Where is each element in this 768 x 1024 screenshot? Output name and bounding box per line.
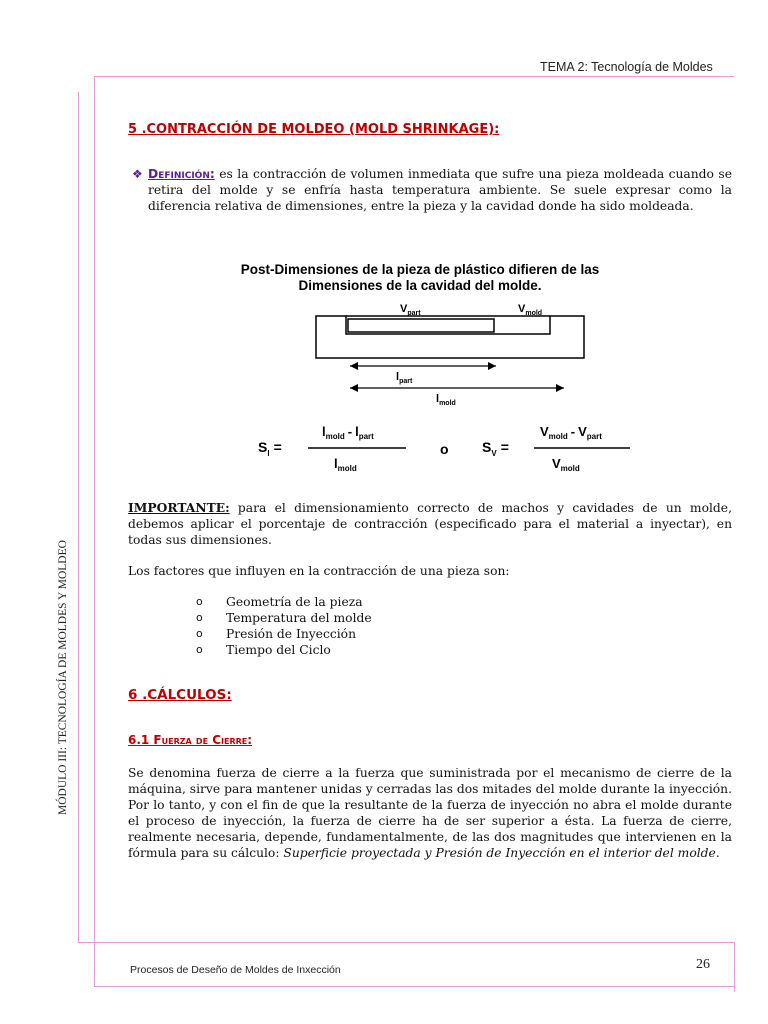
sidebar-module-title: MÓDULO III: TECNOLOGÍA DE MOLDES Y MOLDEO: [57, 540, 69, 815]
header-rule: [94, 76, 734, 77]
l-part-arrowhead-right: [488, 362, 496, 370]
definition-paragraph: [132, 166, 732, 214]
or-word: o: [440, 441, 449, 457]
definition-term: Definición:: [148, 167, 215, 181]
l-part-arrowhead-left: [350, 362, 358, 370]
section-5-heading: 5 .CONTRACCIÓN DE MOLDEO (MOLD SHRINKAGE):: [128, 122, 500, 137]
closing-force-text: Se denomina fuerza de cierre a la fuerza que suministrada por el mecanismo de cierre de la máquina, sirve para mantener unidas y cerradas las dos mitades del molde durante la inyección. Por lo tanto, y con el fin de que la resultante de la fuerza de inyección no abra el molde durante el proceso de inyección, la fuerza de cierre ha de ser superior a ésta. La fuerza de cierre, realmente necesaria, depende, fundamentalmente, de las dos magnitudes que intervienen en la fórmula para su cálculo:: [128, 766, 732, 860]
s-l-numerator: $l_{mold} - l_{part}$: [322, 424, 374, 441]
list-item: o Tiempo del Ciclo: [196, 643, 331, 657]
s-l-symbol: $S_l$ =: [258, 439, 282, 458]
closing-force-italic: Superficie proyectada y Presión de Inyección en el interior del molde: [283, 846, 716, 860]
factors-intro: Los factores que influyen en la contracción de una pieza son:: [128, 564, 510, 578]
section-6-heading: 6 .CÁLCULOS:: [128, 687, 232, 703]
v-part-label: $V_{part}$: [400, 303, 421, 317]
important-term: IMPORTANTE:: [128, 500, 230, 515]
footer-rule-top: [78, 942, 734, 943]
important-text: para el dimensionamiento correcto de machos y cavidades de un molde, debemos aplicar el porcentaje de contracción (especificado para el material a inyectar), en todas sus dimensiones.: [128, 501, 732, 547]
l-mold-label: $l_{mold}$: [436, 393, 456, 407]
list-item: o Geometría de la pieza: [196, 595, 363, 609]
s-v-denominator: $V_{mold}$: [552, 456, 580, 473]
diagram-title-line2: Dimensiones de la cavidad del molde.: [298, 278, 542, 293]
left-margin-rule: [78, 92, 79, 942]
section-6-1-heading: 6.1 Fuerza de Cierre:: [128, 733, 253, 747]
closing-force-paragraph: [128, 765, 732, 861]
right-margin-rule: [734, 942, 735, 992]
l-mold-arrowhead-left: [350, 384, 358, 392]
diagram-title-line1: Post-Dimensiones de la pieza de plástico difieren de las: [240, 262, 600, 277]
closing-force-end: .: [715, 846, 720, 860]
list-item: o Presión de Inyección: [196, 627, 356, 641]
l-mold-arrowhead-right: [556, 384, 564, 392]
circle-bullet-icon: o: [196, 627, 203, 640]
s-v-numerator: $V_{mold} - V_{part}$: [540, 424, 602, 441]
circle-bullet-icon: o: [196, 611, 203, 624]
footer-rule-bottom: [94, 986, 734, 987]
important-paragraph: [128, 500, 732, 548]
s-v-symbol: $S_V$ =: [482, 439, 509, 458]
definition-text: es la contracción de volumen inmediata que sufre una pieza moldeada cuando se retira del molde y se enfría hasta temperatura ambiente. Se suele expresar como la diferencia relativa de dimensiones, entre la pieza y la cavidad donde ha sido moldeada.: [148, 167, 732, 213]
l-part-label: $l_{part}$: [396, 371, 413, 385]
diamond-bullet-icon: ❖: [132, 167, 143, 181]
factors-list: [196, 594, 372, 658]
footer-title: Procesos de Deseño de Moldes de Inxección: [130, 964, 341, 976]
part-rectangle: [348, 319, 494, 332]
list-item: o Temperatura del molde: [196, 611, 372, 625]
shrinkage-figure: [200, 250, 640, 482]
page-number: 26: [696, 957, 710, 972]
s-l-denominator: $l_{mold}$: [334, 456, 357, 473]
circle-bullet-icon: o: [196, 643, 203, 656]
page-header: TEMA 2: Tecnología de Moldes: [540, 60, 713, 74]
v-mold-label: $V_{mold}$: [518, 303, 543, 317]
content-left-rule: [94, 76, 95, 986]
circle-bullet-icon: o: [196, 595, 203, 608]
shrinkage-diagram: [200, 250, 640, 482]
